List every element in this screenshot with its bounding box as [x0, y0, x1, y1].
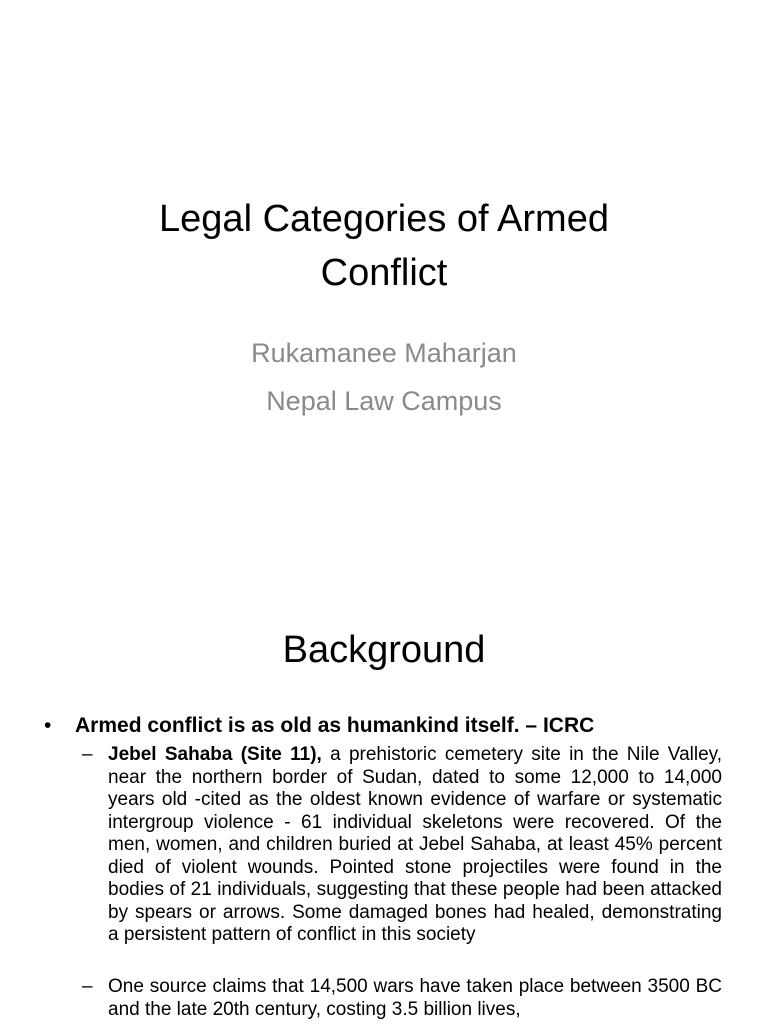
- institution-name: Nepal Law Campus: [266, 386, 502, 416]
- title-line-1: Legal Categories of Armed: [159, 198, 609, 240]
- sub-bullet-item: [82, 744, 722, 947]
- dash-marker: –: [82, 744, 93, 765]
- sub-bullet-item: [82, 976, 722, 1021]
- bullet-item: [44, 712, 734, 740]
- author-name: Rukamanee Maharjan: [251, 338, 517, 368]
- background-slide: [0, 590, 768, 1024]
- bullet-text: Armed conflict is as old as humankind itself. – ICRC: [75, 714, 595, 737]
- slide-title: Background: [282, 629, 486, 671]
- dash-marker: –: [82, 976, 93, 997]
- bullet-marker: •: [44, 714, 52, 737]
- title-line-2: Conflict: [320, 252, 448, 294]
- sub-bullet-text: One source claims that 14,500 wars have taken place between 3500 BC and the late 20th century, costing 3.5 billion lives,: [108, 976, 722, 1020]
- sub-bullet-text: [108, 744, 722, 947]
- bold-lead: Jebel Sahaba (Site 11),: [108, 744, 322, 765]
- presentation-title: [84, 192, 684, 300]
- sub-bullet-body: a prehistoric cemetery site in the Nile Valley, near the northern border of Sudan, dated to some 12,000 to 14,000 years old -cited as the oldest known evidence of warfare or systematic intergroup violence - 61 individual skeletons were recovered. Of the men, women, and children buried at Jebel Sahaba, at least 45% percent died of violent wounds. Pointed stone projectiles were found in the bodies of 21 individuals, suggesting that these people had been attacked by spears or arrows. Some damaged bones had healed, demonstrating a persistent pattern of conflict in this society: [108, 744, 723, 945]
